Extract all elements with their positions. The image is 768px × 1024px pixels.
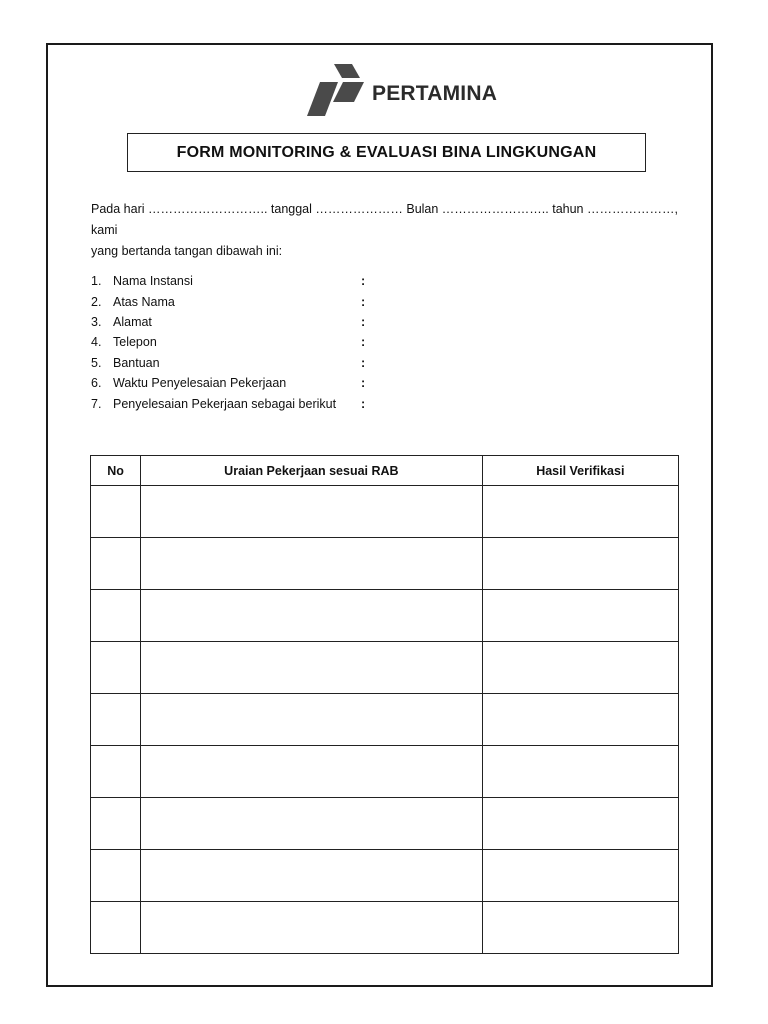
cell-hasil[interactable] (482, 486, 678, 538)
field-label: Nama Instansi (113, 274, 193, 289)
cell-hasil[interactable] (482, 590, 678, 642)
field-row-waktu-penyelesaian (91, 373, 491, 393)
field-colon: : (361, 396, 366, 411)
field-number: 7. (91, 396, 102, 411)
table-row (91, 746, 679, 798)
field-label: Bantuan (113, 355, 160, 370)
field-row-alamat (91, 312, 491, 332)
brand-logo (300, 62, 497, 118)
field-number: 3. (91, 314, 102, 329)
table-row (91, 590, 679, 642)
cell-no[interactable] (91, 850, 141, 902)
cell-no[interactable] (91, 486, 141, 538)
cell-uraian[interactable] (141, 850, 483, 902)
field-label: Alamat (113, 314, 152, 329)
field-colon: : (361, 355, 366, 370)
cell-hasil[interactable] (482, 902, 678, 954)
cell-no[interactable] (91, 902, 141, 954)
table-row (91, 694, 679, 746)
field-number: 1. (91, 274, 102, 289)
field-label: Waktu Penyelesaian Pekerjaan (113, 376, 287, 391)
table-row (91, 798, 679, 850)
cell-no[interactable] (91, 746, 141, 798)
cell-no[interactable] (91, 798, 141, 850)
cell-uraian[interactable] (141, 694, 483, 746)
cell-hasil[interactable] (482, 798, 678, 850)
table-row (91, 642, 679, 694)
field-colon: : (361, 314, 366, 329)
intro-paragraph (91, 199, 681, 262)
header-hasil: Hasil Verifikasi (482, 456, 678, 486)
field-colon: : (361, 274, 366, 289)
field-row-nama-instansi (91, 271, 491, 291)
intro-line-1: Pada hari ……………………….. tanggal ………………… Bulan …………………….. tahun …………………, kami (91, 202, 678, 237)
cell-hasil[interactable] (482, 850, 678, 902)
field-colon: : (361, 294, 366, 309)
field-number: 5. (91, 355, 102, 370)
field-number: 4. (91, 335, 102, 350)
field-label: Atas Nama (113, 294, 175, 309)
cell-hasil[interactable] (482, 694, 678, 746)
cell-hasil[interactable] (482, 538, 678, 590)
field-list (91, 271, 491, 414)
cell-uraian[interactable] (141, 746, 483, 798)
field-row-atas-nama (91, 291, 491, 311)
field-row-telepon (91, 332, 491, 352)
cell-uraian[interactable] (141, 798, 483, 850)
cell-uraian[interactable] (141, 538, 483, 590)
cell-uraian[interactable] (141, 486, 483, 538)
cell-no[interactable] (91, 642, 141, 694)
table-row (91, 850, 679, 902)
field-number: 6. (91, 376, 102, 391)
cell-uraian[interactable] (141, 642, 483, 694)
form-title: FORM MONITORING & EVALUASI BINA LINGKUNGAN (176, 143, 597, 161)
header-uraian: Uraian Pekerjaan sesuai RAB (141, 456, 483, 486)
field-colon: : (361, 335, 366, 350)
pertamina-logo-icon (300, 62, 368, 118)
table-header-row (91, 456, 679, 486)
intro-line-2: yang bertanda tangan dibawah ini: (91, 244, 283, 258)
verification-table (90, 455, 679, 954)
cell-no[interactable] (91, 538, 141, 590)
cell-hasil[interactable] (482, 642, 678, 694)
table-row (91, 902, 679, 954)
form-title-box (127, 133, 646, 172)
cell-hasil[interactable] (482, 746, 678, 798)
cell-no[interactable] (91, 590, 141, 642)
field-colon: : (361, 376, 366, 391)
field-row-bantuan (91, 353, 491, 373)
field-number: 2. (91, 294, 102, 309)
cell-uraian[interactable] (141, 902, 483, 954)
field-label: Penyelesaian Pekerjaan sebagai berikut (113, 396, 337, 411)
brand-name: PERTAMINA (372, 82, 498, 105)
field-label: Telepon (113, 335, 157, 350)
cell-uraian[interactable] (141, 590, 483, 642)
cell-no[interactable] (91, 694, 141, 746)
table-row (91, 538, 679, 590)
table-row (91, 486, 679, 538)
field-row-penyelesaian-pekerjaan (91, 393, 491, 413)
header-no: No (91, 456, 141, 486)
